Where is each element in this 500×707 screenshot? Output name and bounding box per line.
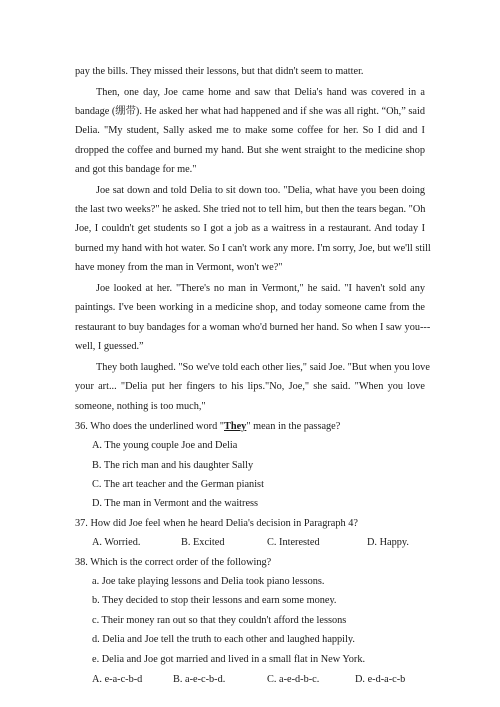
passage-line: They both laughed. "So we've told each other lies," said Joe. "But when you love xyxy=(96,362,430,373)
question-36-stem xyxy=(75,420,425,433)
question-38-event-d: d. Delia and Joe tell the truth to each other and laughed happily. xyxy=(92,634,355,645)
passage-line: Delia. "My student, Sally asked me to make some coffee for her. So I did and I xyxy=(75,125,425,136)
question-38-event-c: c. Their money ran out so that they couldn't afford the lessons xyxy=(92,615,347,626)
question-38-option-c: C. a-e-d-b-c. xyxy=(267,674,320,685)
question-38-option-d: D. e-d-a-c-b xyxy=(355,674,406,685)
passage-line: Joe sat down and told Delia to sit down too. "Delia, what have you been doing xyxy=(96,185,425,196)
passage-line: dropped the coffee and burned my hand. But she went straight to the medicine shop xyxy=(75,145,425,156)
question-38-event-a: a. Joe take playing lessons and Delia took piano lessons. xyxy=(92,576,325,587)
passage-line: bandage (绷带). He asked her what had happened and if she was all right. “Oh,” said xyxy=(75,106,425,117)
passage-line: well, I guessed.” xyxy=(75,341,144,352)
passage-line: paintings. I've been working in a medicine shop, and today someone came from the xyxy=(75,302,425,313)
passage-line: the last two weeks?" he asked. She tried not to tell him, but then the tears began. "Oh xyxy=(75,204,426,215)
passage-line: pay the bills. They missed their lessons, but that didn't seem to matter. xyxy=(75,66,364,77)
passage-line: your art... "Delia put her fingers to his lips."No, Joe," she said. "When you love xyxy=(75,381,425,392)
passage-line: have money from the man in Vermont, won't we?" xyxy=(75,262,283,273)
question-36-stem-text: 36. Who does the underlined word " xyxy=(75,421,224,432)
question-37-stem: 37. How did Joe feel when he heard Delia's decision in Paragraph 4? xyxy=(75,518,358,529)
question-36-option-b: B. The rich man and his daughter Sally xyxy=(92,460,254,471)
underlined-word: They xyxy=(224,421,247,432)
question-38-event-e: e. Delia and Joe got married and lived in a small flat in New York. xyxy=(92,654,366,665)
passage-line: Then, one day, Joe came home and saw that Delia's hand was covered in a xyxy=(96,87,425,98)
passage-line: restaurant to buy bandages for a woman who'd burned her hand. So when I saw you--- xyxy=(75,322,431,333)
question-37-option-d: D. Happy. xyxy=(367,537,409,548)
question-37-option-a: A. Worried. xyxy=(92,537,141,548)
passage-line: Joe looked at her. "There's no man in Vermont," he said. "I haven't sold any xyxy=(96,283,425,294)
passage-line: and got this bandage for me." xyxy=(75,164,197,175)
question-38-option-a: A. e-a-c-b-d xyxy=(92,674,143,685)
passage-line: burned my hand with hot water. So I can't work any more. I'm sorry, Joe, but we'll still xyxy=(75,243,431,254)
question-36-option-d: D. The man in Vermont and the waitress xyxy=(92,498,259,509)
question-38-stem: 38. Which is the correct order of the following? xyxy=(75,557,272,568)
passage-line: Joe, I couldn't get students so I got a job as a waitress in a restaurant. And today I xyxy=(75,223,425,234)
question-37-option-b: B. Excited xyxy=(181,537,225,548)
question-38-option-b: B. a-e-c-b-d. xyxy=(173,674,226,685)
question-36-option-a: A. The young couple Joe and Delia xyxy=(92,440,238,451)
question-38-event-b: b. They decided to stop their lessons and earn some money. xyxy=(92,595,337,606)
question-36-option-c: C. The art teacher and the German pianist xyxy=(92,479,264,490)
passage-line: someone, nothing is too much," xyxy=(75,401,206,412)
question-37-option-c: C. Interested xyxy=(267,537,320,548)
question-36-stem-text: " mean in the passage? xyxy=(246,421,341,432)
